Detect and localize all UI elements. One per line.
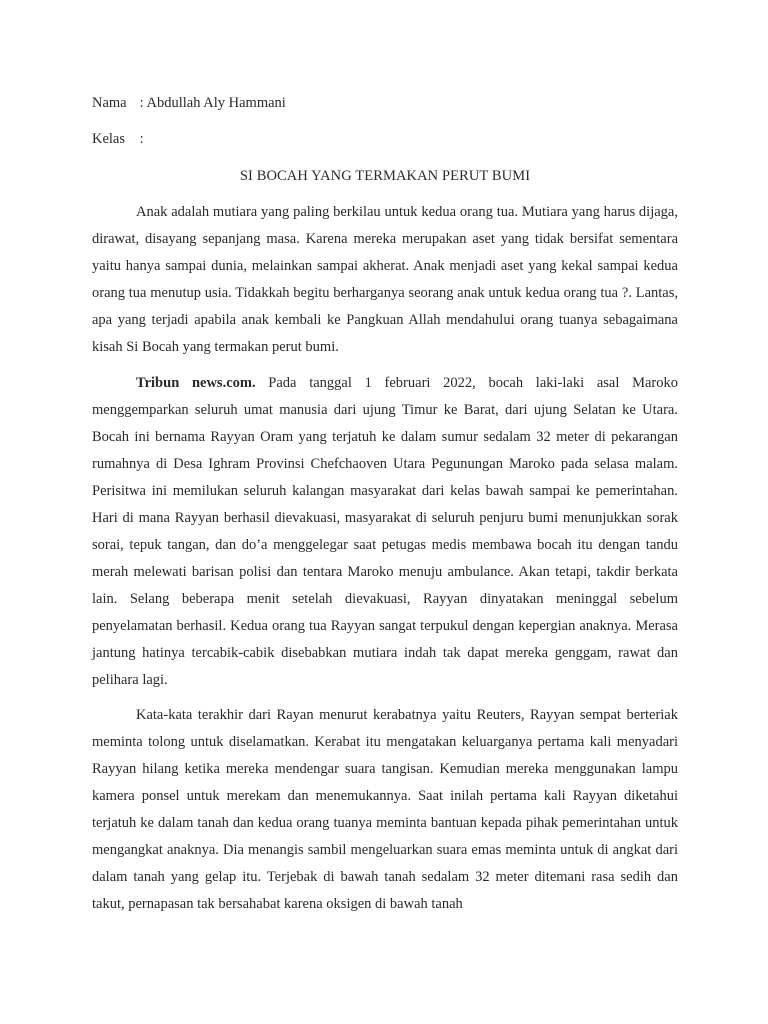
nama-label: Nama xyxy=(92,95,127,111)
news-source: Tribun news.com. xyxy=(136,375,256,391)
nama-line xyxy=(92,93,286,113)
kelas-label: Kelas xyxy=(92,131,126,147)
document-title: SI BOCAH YANG TERMAKAN PERUT BUMI xyxy=(239,168,531,184)
paragraph-last-words: Kata-kata terakhir dari Rayan menurut kerabatnya yaitu Reuters, Rayyan sempat berteriak meminta tolong untuk diselamatkan. Kerabat itu mengatakan keluarganya pertama kali menyadari Rayyan hilang ketika mereka mendengar suara tangisan. Kemudian mereka menggunakan lampu kamera ponsel untuk merekam dan menemukannya. Saat inilah pertama kali Rayyan diketahui terjatuh ke dalam tanah dan kedua orang tuanya meminta bantuan kepada pihak pemerintahan untuk mengangkat anaknya. Dia menangis sambil mengeluarkan suara emas meminta untuk di angkat dari dalam tanah yang gelap itu. Terjebak di bawah tanah sedalam 32 meter ditemani rasa sedih dan takut, pernapasan tak bersahabat karena oksigen di bawah tanah xyxy=(92,707,678,912)
paragraph-news xyxy=(92,370,678,694)
nama-separator: : xyxy=(139,95,144,111)
paragraph-intro: Anak adalah mutiara yang paling berkilau untuk kedua orang tua. Mutiara yang harus dijaga, dirawat, disayang sepanjang masa. Karena mereka merupakan aset yang tidak bersifat sementara yaitu hanya sampai dunia, melainkan sampai akherat. Anak menjadi aset yang kekal sampai kedua orang tua menutup usia. Tidakkah begitu berharganya seorang anak untuk kedua orang tua ?. Lantas, apa yang terjadi apabila anak kembali ke Pangkuan Allah mendahului orang tuanya sebagaimana kisah Si Bocah yang termakan perut bumi. xyxy=(92,204,678,355)
paragraph-news-body: Pada tanggal 1 februari 2022, bocah laki-laki asal Maroko menggemparkan seluruh umat manusia dari ujung Timur ke Barat, dari ujung Selatan ke Utara. Bocah ini bernama Rayyan Oram yang terjatuh ke dalam sumur sedalam 32 meter di pekarangan rumahnya di Desa Ighram Provinsi Chefchaoven Utara Pegunungan Maroko pada selasa malam. Perisitwa ini memilukan seluruh kalangan masyarakat dari kelas bawah sampai ke pemerintahan. Hari di mana Rayyan berhasil dievakuasi, masyarakat di seluruh penjuru bumi menunjukkan sorak sorai, tepuk tangan, dan do’a menggelegar saat petugas medis membawa bocah itu dengan tandu merah melewati barisan polisi dan tentara Maroko menuju ambulance. Akan tetapi, takdir berkata lain. Selang beberapa menit setelah dievakuasi, Rayyan dinyatakan meninggal sebelum penyelamatan berhasil. Kedua orang tua Rayyan sangat terpukul dengan kepergian anaknya. Merasa jantung hatinya tercabik-cabik disebabkan mutiara indah tak dapat mereka genggam, rawat dan pelihara lagi. xyxy=(92,375,678,688)
kelas-separator: : xyxy=(139,131,144,147)
kelas-line xyxy=(92,129,144,149)
nama-value: Abdullah Aly Hammani xyxy=(146,95,286,111)
